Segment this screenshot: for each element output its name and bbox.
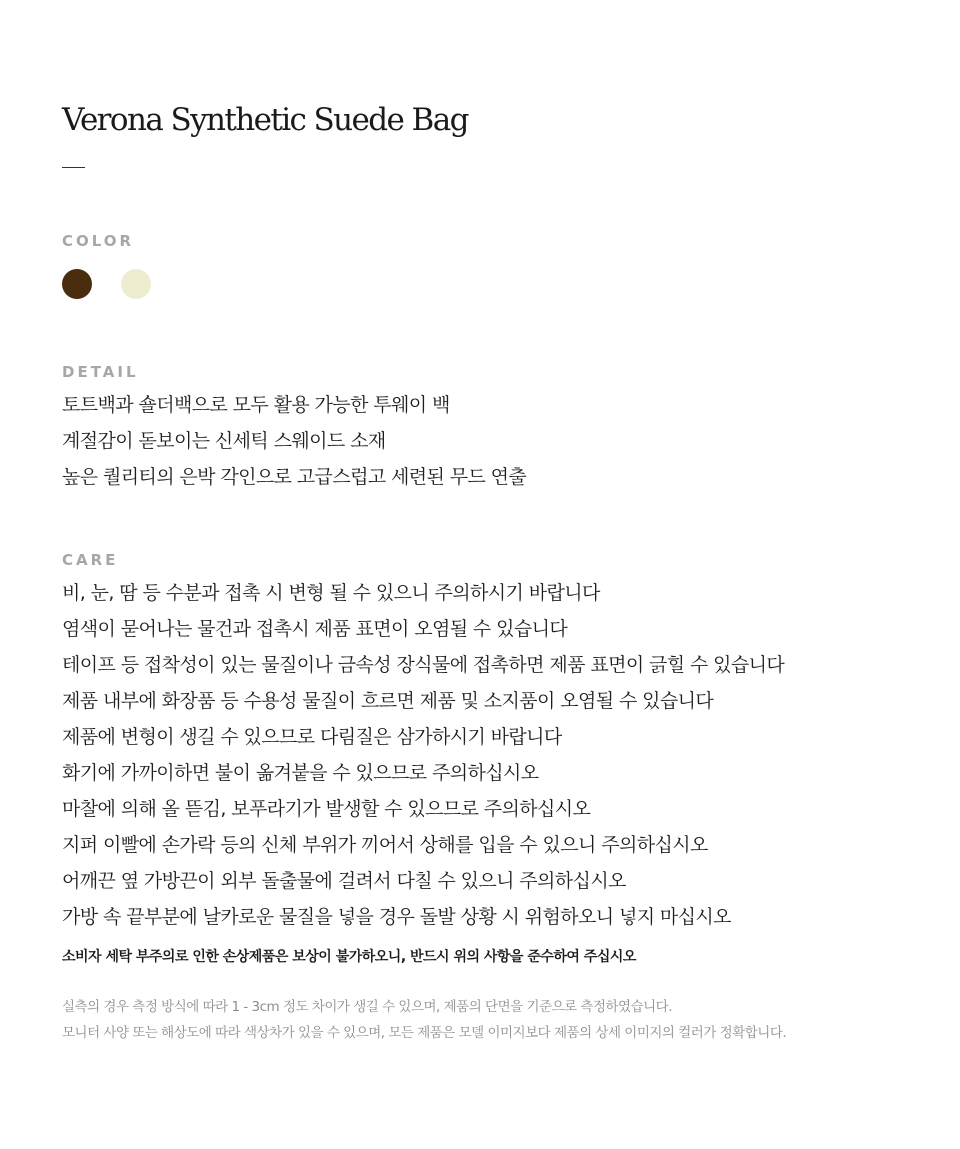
care-line: 염색이 묻어나는 물건과 접촉시 제품 표면이 오염될 수 있습니다: [62, 618, 568, 640]
care-warning: 소비자 세탁 부주의로 인한 손상제품은 보상이 불가하오니, 반드시 위의 사항을 준수하여 주십시오: [62, 949, 636, 965]
note-line: 실측의 경우 측정 방식에 따라 1 - 3cm 정도 차이가 생길 수 있으며, 제품의 단면을 기준으로 측정하였습니다.: [62, 999, 673, 1015]
care-line: 어깨끈 옆 가방끈이 외부 돌출물에 걸려서 다칠 수 있으니 주의하십시오: [62, 870, 626, 892]
care-line: 테이프 등 접착성이 있는 물질이나 금속성 장식물에 접촉하면 제품 표면이 긁힐 수 있습니다: [62, 654, 785, 676]
detail-line: 계절감이 돋보이는 신세틱 스웨이드 소재: [62, 430, 386, 452]
care-list: [62, 575, 784, 935]
detail-line: 높은 퀄리티의 은박 각인으로 고급스럽고 세련된 무드 연출: [62, 466, 527, 488]
size-color-notes: [62, 994, 786, 1046]
color-swatch-cream[interactable]: [121, 269, 151, 299]
care-line: 지퍼 이빨에 손가락 등의 신체 부위가 끼어서 상해를 입을 수 있으니 주의하십시오: [62, 834, 708, 856]
color-section-label: COLOR: [62, 232, 135, 250]
product-title: Verona Synthetic Suede Bag: [62, 102, 468, 138]
detail-line: 토트백과 숄더백으로 모두 활용 가능한 투웨이 백: [62, 394, 450, 416]
detail-section-label: DETAIL: [62, 363, 139, 381]
care-line: 제품에 변형이 생길 수 있으므로 다림질은 삼가하시기 바랍니다: [62, 726, 562, 748]
care-line: 마찰에 의해 올 뜯김, 보푸라기가 발생할 수 있으므로 주의하십시오: [62, 798, 591, 820]
detail-list: [62, 387, 526, 495]
care-line: 화기에 가까이하면 불이 옮겨붙을 수 있으므로 주의하십시오: [62, 762, 539, 784]
color-swatch-dark-brown[interactable]: [62, 269, 92, 299]
title-divider: [62, 167, 85, 168]
color-swatches: [62, 269, 151, 299]
note-line: 모니터 사양 또는 해상도에 따라 색상차가 있을 수 있으며, 모든 제품은 모델 이미지보다 제품의 상세 이미지의 컬러가 정확합니다.: [62, 1025, 787, 1041]
care-line: 제품 내부에 화장품 등 수용성 물질이 흐르면 제품 및 소지품이 오염될 수 있습니다: [62, 690, 714, 712]
care-line: 가방 속 끝부분에 날카로운 물질을 넣을 경우 돌발 상황 시 위험하오니 넣지 마십시오: [62, 906, 731, 928]
care-line: 비, 눈, 땀 등 수분과 접촉 시 변형 될 수 있으니 주의하시기 바랍니다: [62, 582, 600, 604]
care-section-label: CARE: [62, 551, 119, 569]
